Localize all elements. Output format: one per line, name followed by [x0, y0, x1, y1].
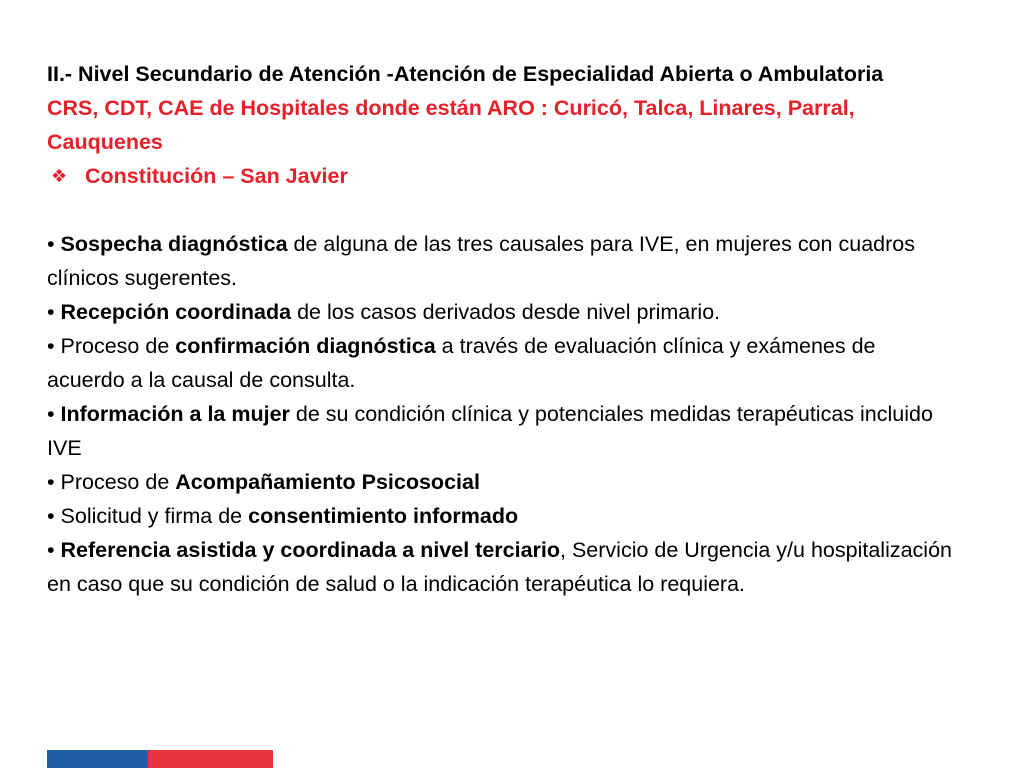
diamond-list-item [47, 159, 957, 193]
hospitals-subtitle: CRS, CDT, CAE de Hospitales donde están ARO : Curicó, Talca, Linares, Parral, Cauquenes [47, 96, 855, 154]
bullet-item: • Información a la mujer de su condición clínica y potenciales medidas terapéuticas incluido IVE [47, 402, 933, 460]
bullet-item: • Sospecha diagnóstica de alguna de las tres causales para IVE, en mujeres con cuadros clínicos sugerentes. [47, 232, 915, 290]
spacer [47, 193, 957, 227]
bullet-item: • Recepción coordinada de los casos derivados desde nivel primario. [47, 300, 721, 324]
bullet-item: • Proceso de confirmación diagnóstica a través de evaluación clínica y exámenes de acuerdo a la causal de consulta. [47, 334, 876, 392]
footer-red-segment [148, 750, 273, 768]
section-title: II.- Nivel Secundario de Atención -Atención de Especialidad Abierta o Ambulatoria [47, 62, 884, 86]
bullet-item: • Referencia asistida y coordinada a nivel terciario, Servicio de Urgencia y/u hospitalización en caso que su condición de salud o la indicación terapéutica lo requiera. [47, 538, 952, 596]
footer-blue-segment [47, 750, 148, 768]
diamond-item-text: Constitución – San Javier [85, 164, 348, 188]
diamond-bullet-icon: ❖ [51, 166, 68, 186]
footer-color-bar [47, 750, 273, 768]
bullet-item: • Solicitud y firma de consentimiento informado [47, 504, 519, 528]
bullet-item: • Proceso de Acompañamiento Psicosocial [47, 470, 480, 494]
slide-content [47, 57, 957, 601]
